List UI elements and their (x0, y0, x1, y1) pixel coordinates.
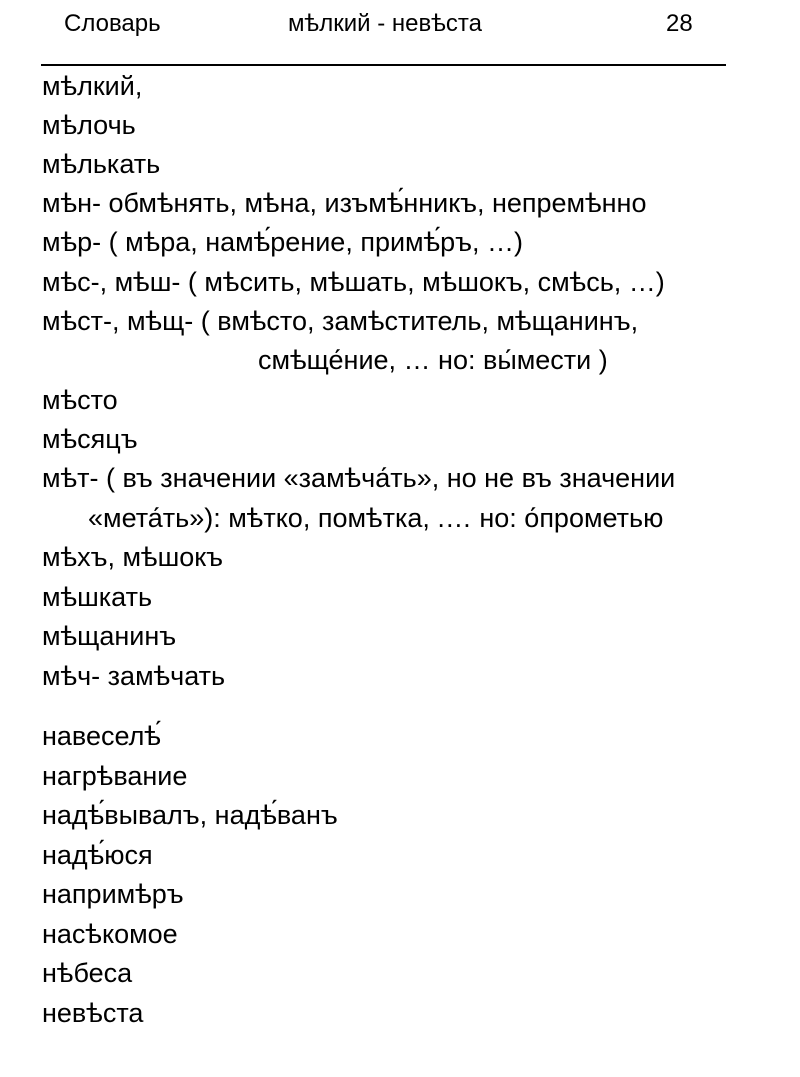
header-range: мѣлкий - невѣста (288, 10, 482, 37)
dictionary-entry: надѣ́юся (42, 840, 153, 870)
dictionary-entry: мѣлькать (42, 149, 161, 179)
dictionary-entry: мѣч- замѣчать (42, 661, 226, 691)
dictionary-entry: мѣхъ, мѣшокъ (42, 542, 223, 572)
dictionary-entry: мѣщанинъ (42, 621, 177, 651)
dictionary-entry: насѣкомое (42, 919, 178, 949)
dictionary-entry: нагрѣвание (42, 761, 188, 791)
dictionary-entry: нѣбеса (42, 958, 133, 988)
dictionary-entry: мѣс-, мѣш- ( мѣсить, мѣшать, мѣшокъ, смѣсь, …) (42, 267, 665, 297)
dictionary-entry: мѣшкать (42, 582, 153, 612)
page-number: 28 (666, 10, 693, 37)
dictionary-entry-continuation: смѣще́ние, … но: вы́мести ) (258, 345, 608, 375)
dictionary-entry: мѣлочь (42, 110, 136, 140)
dictionary-entry: мѣр- ( мѣра, намѣ́рение, примѣ́ръ, …) (42, 227, 524, 257)
dictionary-entry: мѣсто (42, 385, 118, 415)
dictionary-entry: надѣ́вывалъ, надѣ́ванъ (42, 800, 338, 830)
dictionary-entry: невѣста (42, 998, 144, 1028)
dictionary-entry: мѣсяцъ (42, 424, 138, 454)
dictionary-entry: навеселѣ́ (42, 721, 161, 751)
dictionary-entry: мѣлкий, (42, 71, 143, 101)
dictionary-entry-continuation: «мета́ть»): мѣтко, помѣтка, .… но: о́прометью (88, 503, 664, 533)
dictionary-entry: мѣн- обмѣнять, мѣна, изъмѣ́нникъ, непремѣнно (42, 188, 647, 218)
dictionary-entry: напримѣръ (42, 879, 184, 909)
header-title: Словарь (64, 10, 161, 37)
dictionary-entry: мѣт- ( въ значении «замѣча́ть», но не въ значении (42, 463, 676, 493)
dictionary-entry: мѣст-, мѣщ- ( вмѣсто, замѣститель, мѣщанинъ, (42, 306, 639, 336)
